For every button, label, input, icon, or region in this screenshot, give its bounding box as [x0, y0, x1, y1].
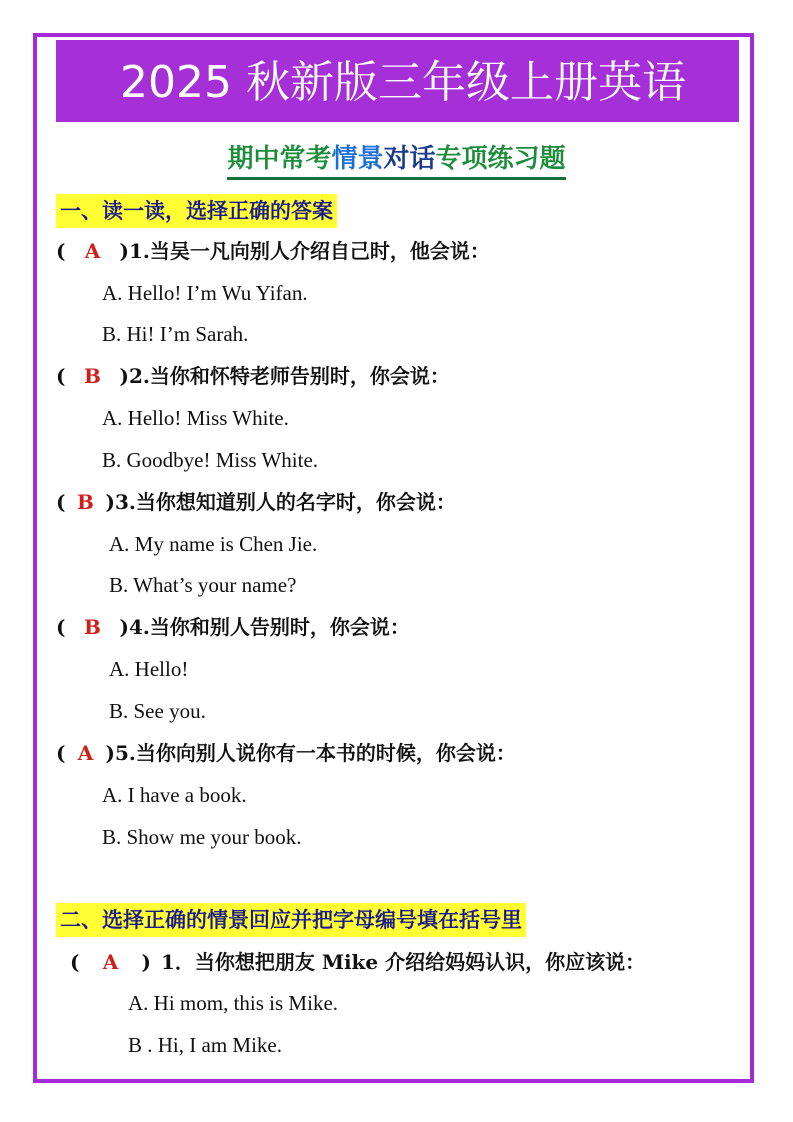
- page-title: 2025 秋新版三年级上册英语: [120, 57, 686, 108]
- paren-close: ): [105, 741, 115, 765]
- section-heading-2: 二、选择正确的情景回应并把字母编号填在括号里: [56, 903, 526, 937]
- option-a: A. Hello! Miss White.: [102, 406, 289, 430]
- option-b: B. Hi! I’m Sarah.: [102, 322, 249, 346]
- paren-open: (: [56, 364, 66, 388]
- paren-close: ): [119, 615, 129, 639]
- paren-open: (: [56, 741, 66, 765]
- paren-open: (: [70, 950, 80, 974]
- option-b: B. See you.: [109, 699, 206, 723]
- question-text: 3.当你想知道别人的名字时，你会说：: [114, 490, 456, 514]
- question-5: [56, 738, 516, 768]
- option-a: A. I have a book.: [102, 783, 247, 807]
- question-text: 2.当你和怀特老师告别时，你会说：: [128, 364, 450, 388]
- question-text: 1.当吴一凡向别人介绍自己时，他会说：: [128, 239, 490, 263]
- question-1: [56, 236, 490, 266]
- subtitle-text: [227, 138, 565, 180]
- question-text: 1．当你想把朋友 Mike 介绍给妈妈认识，你应该说：: [160, 950, 646, 974]
- question-4: [56, 612, 410, 642]
- option-a: A. My name is Chen Jie.: [109, 532, 318, 556]
- subtitle-part: 情景: [331, 144, 384, 174]
- option-b: B. Goodbye! Miss White.: [102, 448, 319, 472]
- paren-open: (: [56, 615, 66, 639]
- subtitle-part: 期中常考: [227, 144, 332, 174]
- answer-letter: A: [84, 239, 101, 263]
- paren-open: (: [56, 239, 66, 263]
- option-b: B . Hi, I am Mike.: [128, 1033, 282, 1057]
- answer-letter: B: [84, 364, 101, 388]
- section-heading-1: 一、读一读，选择正确的答案: [56, 194, 337, 228]
- answer-letter: B: [84, 615, 101, 639]
- question-text: 4.当你和别人告别时，你会说：: [128, 615, 410, 639]
- option-a: A. Hello! I’m Wu Yifan.: [102, 281, 308, 305]
- paren-open: (: [56, 490, 66, 514]
- question-2-1: [70, 947, 645, 977]
- subtitle-part: 专项练习题: [435, 144, 566, 174]
- option-a: A. Hello!: [109, 657, 189, 681]
- option-a: A. Hi mom, this is Mike.: [128, 991, 339, 1015]
- paren-close: ): [141, 950, 151, 974]
- option-b: B. What’s your name?: [109, 573, 297, 597]
- question-text: 5.当你向别人说你有一本书的时候，你会说：: [114, 741, 516, 765]
- option-b: B. Show me your book.: [102, 825, 302, 849]
- answer-letter: B: [77, 490, 94, 514]
- question-2: [56, 361, 450, 391]
- question-3: [56, 487, 456, 517]
- paren-close: ): [119, 239, 129, 263]
- subtitle-part: 对话: [383, 144, 436, 174]
- paren-close: ): [105, 490, 115, 514]
- page-subtitle: [0, 138, 793, 180]
- paren-close: ): [119, 364, 129, 388]
- answer-letter: A: [77, 741, 94, 765]
- answer-letter: A: [102, 950, 119, 974]
